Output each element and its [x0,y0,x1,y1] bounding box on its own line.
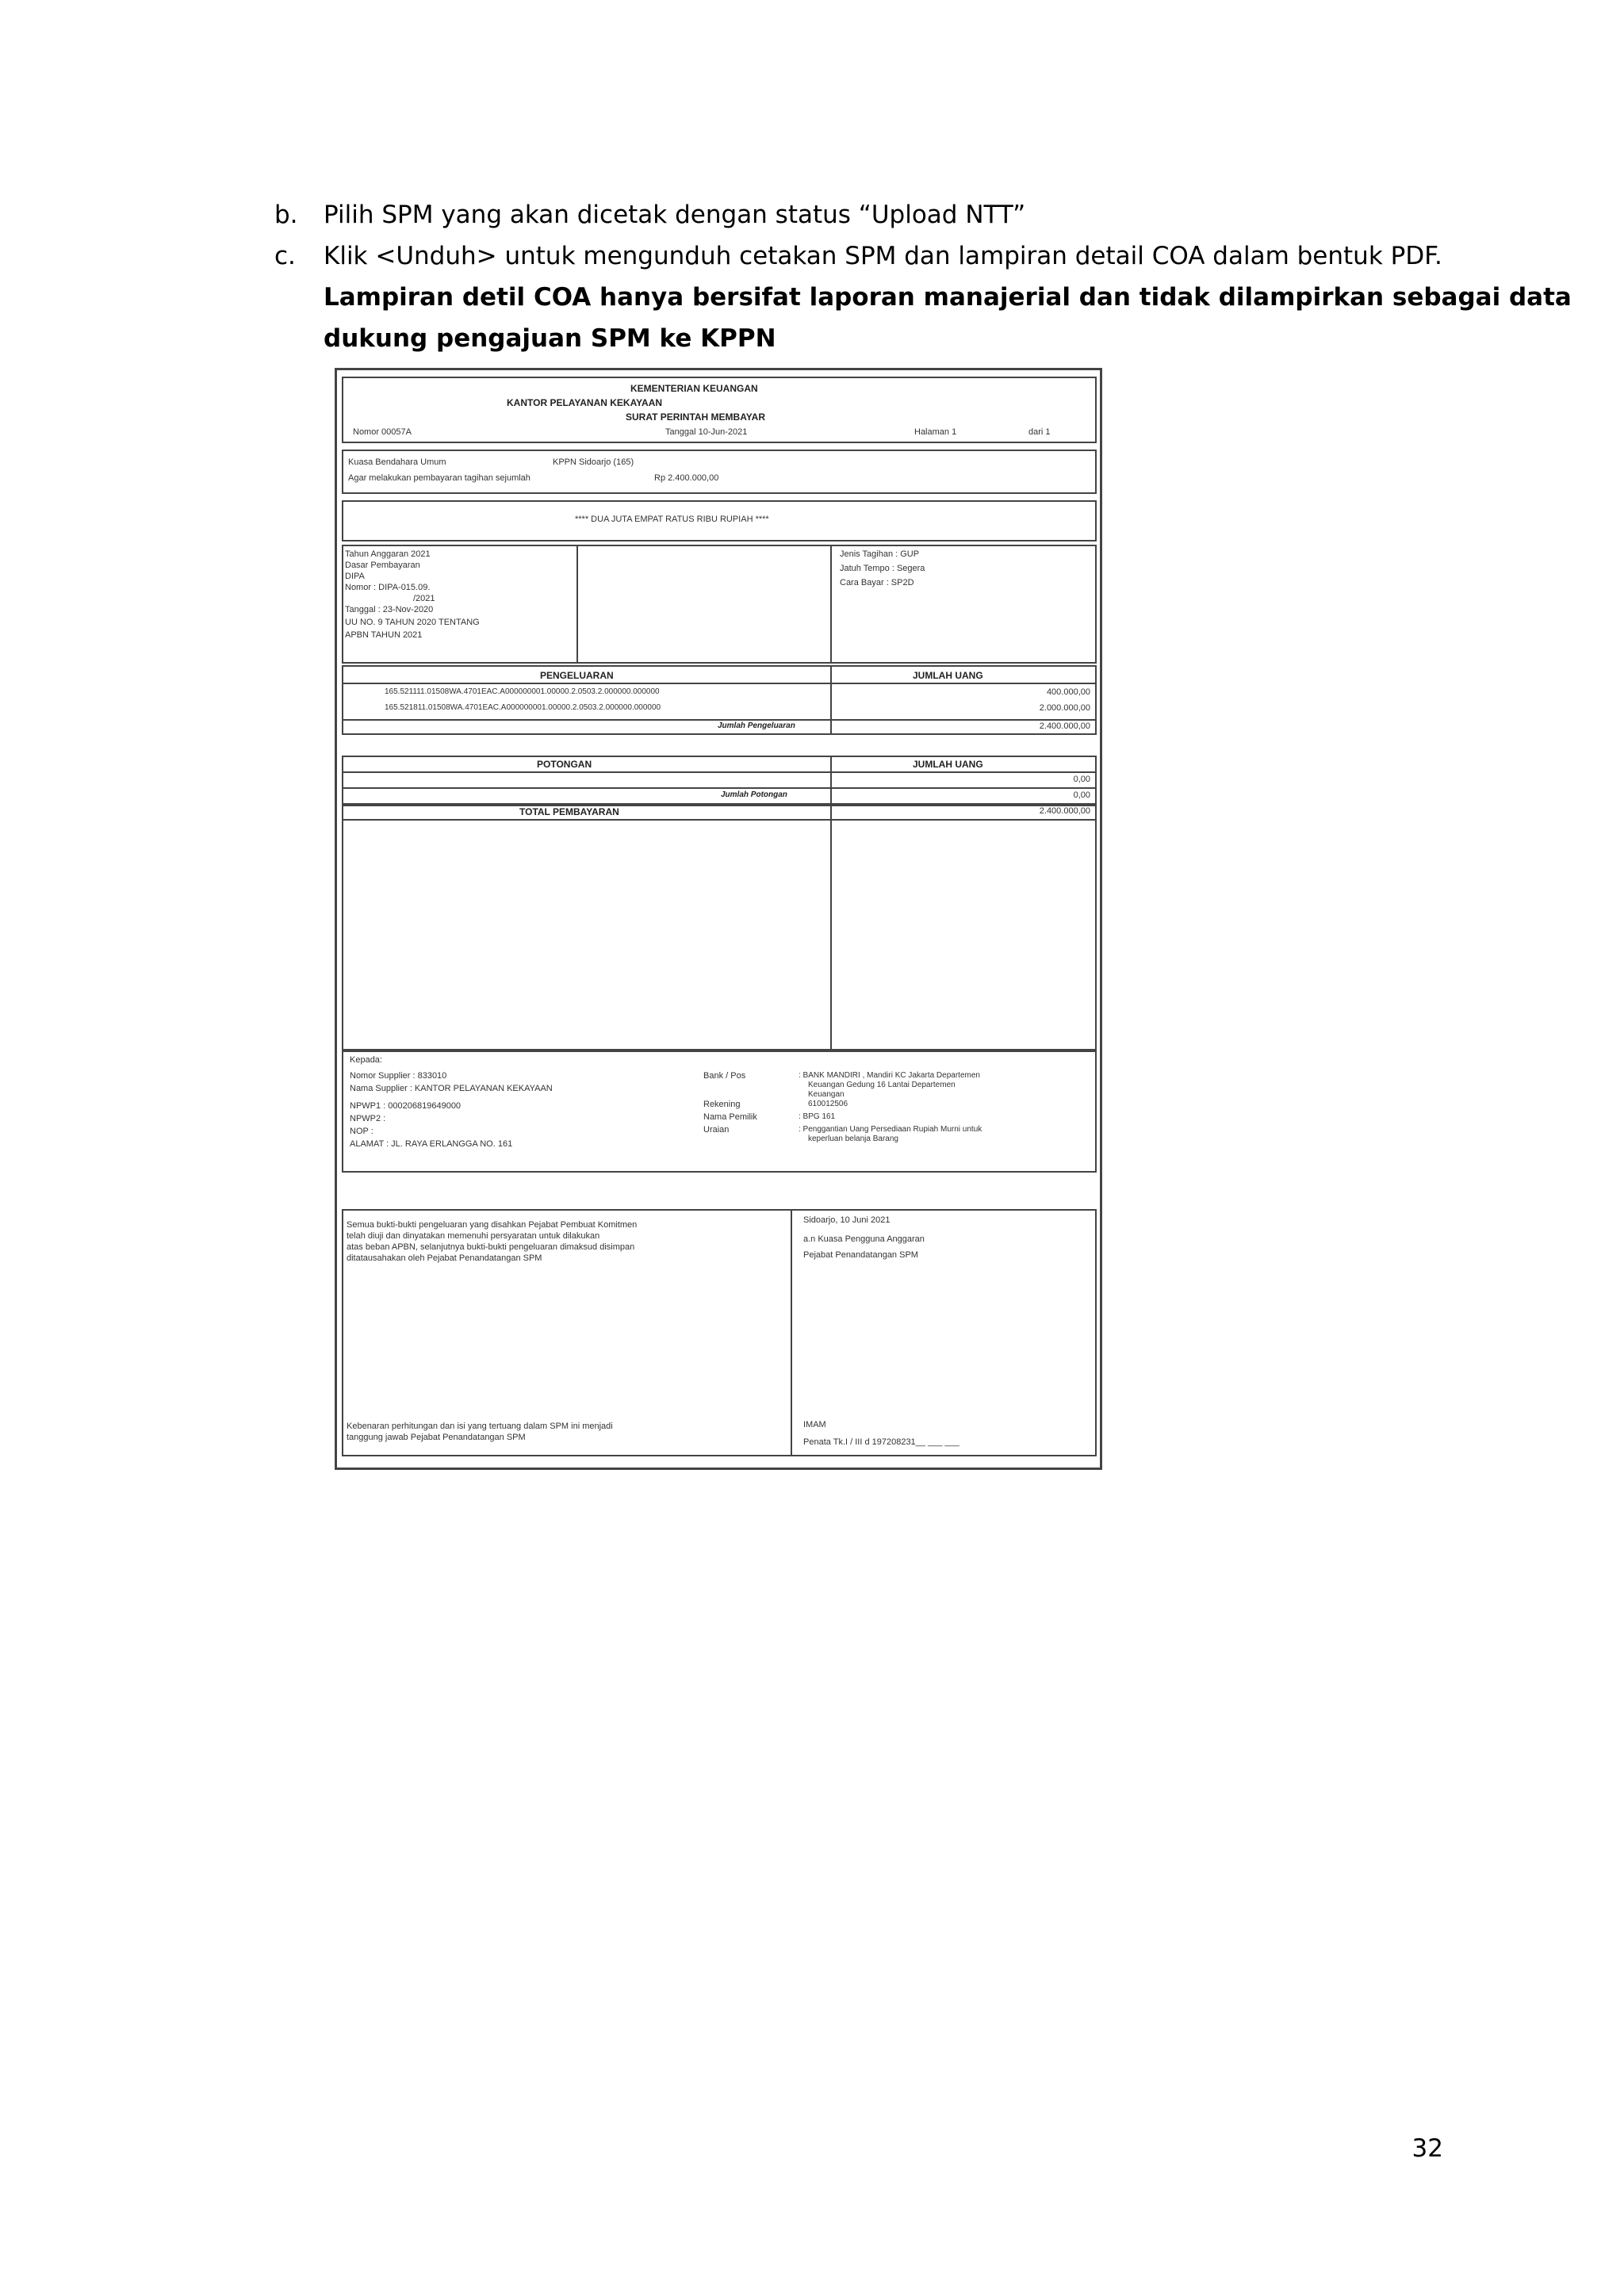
page-number: 32 [1411,2134,1443,2163]
spm-kepada-label: Kepada: [350,1055,382,1065]
spm-divider [830,806,832,1049]
spm-uraian-value-1: : Penggantian Uang Persediaan Rupiah Murni untuk [799,1125,982,1134]
spm-potongan-row-amount: 0,00 [1073,775,1090,784]
spm-dari: dari 1 [1028,427,1051,437]
spm-total-pembayaran-label: TOTAL PEMBAYARAN [519,806,619,817]
spm-divider [576,546,578,662]
spm-apbn: APBN TAHUN 2021 [345,630,423,640]
spm-tahun: Tahun Anggaran 2021 [345,549,431,559]
spm-kuasa-label: Kuasa Bendahara Umum [348,457,446,467]
spm-nomor: Nomor 00057A [353,427,412,437]
spm-divider [791,1211,792,1455]
spm-footer-place-date: Sidoarjo, 10 Juni 2021 [803,1215,891,1225]
spm-document-image [335,368,1102,1470]
spm-footer-an: a.n Kuasa Pengguna Anggaran [803,1234,925,1244]
spm-bank-value-1: : BANK MANDIRI , Mandiri KC Jakarta Departemen [799,1071,980,1080]
spm-signer-name: IMAM [803,1420,826,1429]
spm-alamat: ALAMAT : JL. RAYA ERLANGGA NO. 161 [350,1139,513,1149]
spm-dipa-tanggal: Tanggal : 23-Nov-2020 [345,605,434,614]
spm-dasar: Dasar Pembayaran [345,561,420,570]
spm-footer-bottom-1: Kebenaran perhitungan dan isi yang tertuang dalam SPM ini menjadi [347,1422,613,1431]
instruction-c-text: Klik <Unduh> untuk mengunduh cetakan SPM dan lampiran detail COA dalam bentuk PDF. [324,242,1442,270]
spm-footer-left-4: ditatausahakan oleh Pejabat Penandatangan SPM [347,1253,542,1263]
spm-halaman: Halaman 1 [914,427,957,437]
spm-jumlah-potongan: 0,00 [1073,790,1090,800]
spm-uu: UU NO. 9 TAHUN 2020 TENTANG [345,618,480,627]
spm-potongan-jumlah-title: JUMLAH UANG [913,759,983,770]
spm-divider [830,667,832,733]
spm-bank-label: Bank / Pos [703,1071,746,1081]
spm-dasar-box [342,545,1097,664]
instruction-c-bold-1: Lampiran detil COA hanya bersifat laporan manajerial dan tidak dilampirkan sebagai data [324,283,1572,312]
spm-jumlah-potongan-label: Jumlah Potongan [721,790,787,799]
spm-amount: Rp 2.400.000,00 [654,473,719,483]
spm-coa-1-amount: 400.000,00 [1046,687,1090,697]
spm-coa-2: 165.521811.01508WA.4701EAC.A000000001.00000.2.0503.2.000000.000000 [385,703,661,712]
spm-dipa: DIPA [345,572,365,581]
spm-divider [343,787,1095,789]
spm-bank-value-2: Keuangan Gedung 16 Lantai Departemen [808,1081,956,1089]
spm-divider [343,719,1095,721]
spm-footer-bottom-2: tanggung jawab Pejabat Penandatangan SPM [347,1433,526,1442]
spm-jenis-tagihan: Jenis Tagihan : GUP [840,549,920,559]
spm-nama-supplier: Nama Supplier : KANTOR PELAYANAN KEKAYAAN [350,1084,553,1093]
spm-kepada-box [342,1050,1097,1173]
spm-tanggal: Tanggal 10-Jun-2021 [665,427,748,437]
spm-npwp2: NPWP2 : [350,1114,386,1123]
spm-coa-1: 165.521111.01508WA.4701EAC.A000000001.00000.2.0503.2.000000.000000 [385,687,660,696]
spm-header-ministry: KEMENTERIAN KEUANGAN [630,383,758,394]
spm-cara-bayar: Cara Bayar : SP2D [840,578,914,587]
spm-dipa-nomor-2: /2021 [413,594,435,603]
spm-dipa-nomor: Nomor : DIPA-015.09. [345,583,431,592]
spm-footer-left-2: telah diuji dan dinyatakan memenuhi persyaratan untuk dilakukan [347,1231,600,1241]
list-marker-c: c. [274,242,296,270]
spm-uraian-value-2: keperluan belanja Barang [808,1135,898,1143]
spm-jatuh-tempo: Jatuh Tempo : Segera [840,564,925,573]
spm-footer-left-1: Semua bukti-bukti pengeluaran yang disahkan Pejabat Pembuat Komitmen [347,1220,638,1230]
spm-divider [343,683,1095,684]
spm-nop: NOP : [350,1127,373,1136]
spm-pemilik-value: : BPG 161 [799,1112,836,1121]
spm-divider [343,771,1095,773]
spm-bank-value-3: Keuangan [808,1090,845,1099]
spm-total-box [342,805,1097,1050]
spm-kuasa-value: KPPN Sidoarjo (165) [553,457,634,467]
spm-jumlah-pengeluaran-label: Jumlah Pengeluaran [718,721,795,730]
spm-divider [830,546,832,662]
instruction-c-bold-2: dukung pengajuan SPM ke KPPN [324,324,776,353]
spm-footer-pejabat: Pejabat Penandatangan SPM [803,1250,918,1260]
spm-rekening-value: 610012506 [808,1100,848,1108]
spm-pengeluaran-jumlah-title: JUMLAH UANG [913,670,983,681]
spm-pengeluaran-title: PENGELUARAN [540,670,614,681]
spm-header-office: KANTOR PELAYANAN KEKAYAAN [507,397,663,408]
spm-rekening-label: Rekening [703,1100,741,1109]
spm-terbilang: **** DUA JUTA EMPAT RATUS RIBU RUPIAH **** [575,515,769,524]
spm-npwp1: NPWP1 : 000206819649000 [350,1101,462,1111]
spm-potongan-box [342,756,1097,805]
instruction-b-text: Pilih SPM yang akan dicetak dengan status “Upload NTT” [324,201,1026,229]
spm-divider [830,757,832,803]
spm-potongan-title: POTONGAN [537,759,592,770]
spm-header-title: SURAT PERINTAH MEMBAYAR [626,411,766,423]
spm-pemilik-label: Nama Pemilik [703,1112,757,1122]
list-marker-b: b. [274,201,298,229]
spm-footer-left-3: atas beban APBN, selanjutnya bukti-bukti pengeluaran dimaksud disimpan [347,1242,635,1252]
spm-coa-2-amount: 2.000.000,00 [1039,703,1090,713]
spm-nomor-supplier: Nomor Supplier : 833010 [350,1071,447,1081]
spm-kuasa-box [342,450,1097,494]
spm-jumlah-pengeluaran: 2.400.000,00 [1039,721,1090,731]
spm-uraian-label: Uraian [703,1125,730,1135]
spm-agar: Agar melakukan pembayaran tagihan sejumlah [348,473,530,483]
spm-signer-nip: Penata Tk.I / III d 197208231__ ___ ___ [803,1437,959,1447]
spm-total-pembayaran: 2.400.000,00 [1039,806,1090,816]
spm-divider [343,819,1095,821]
